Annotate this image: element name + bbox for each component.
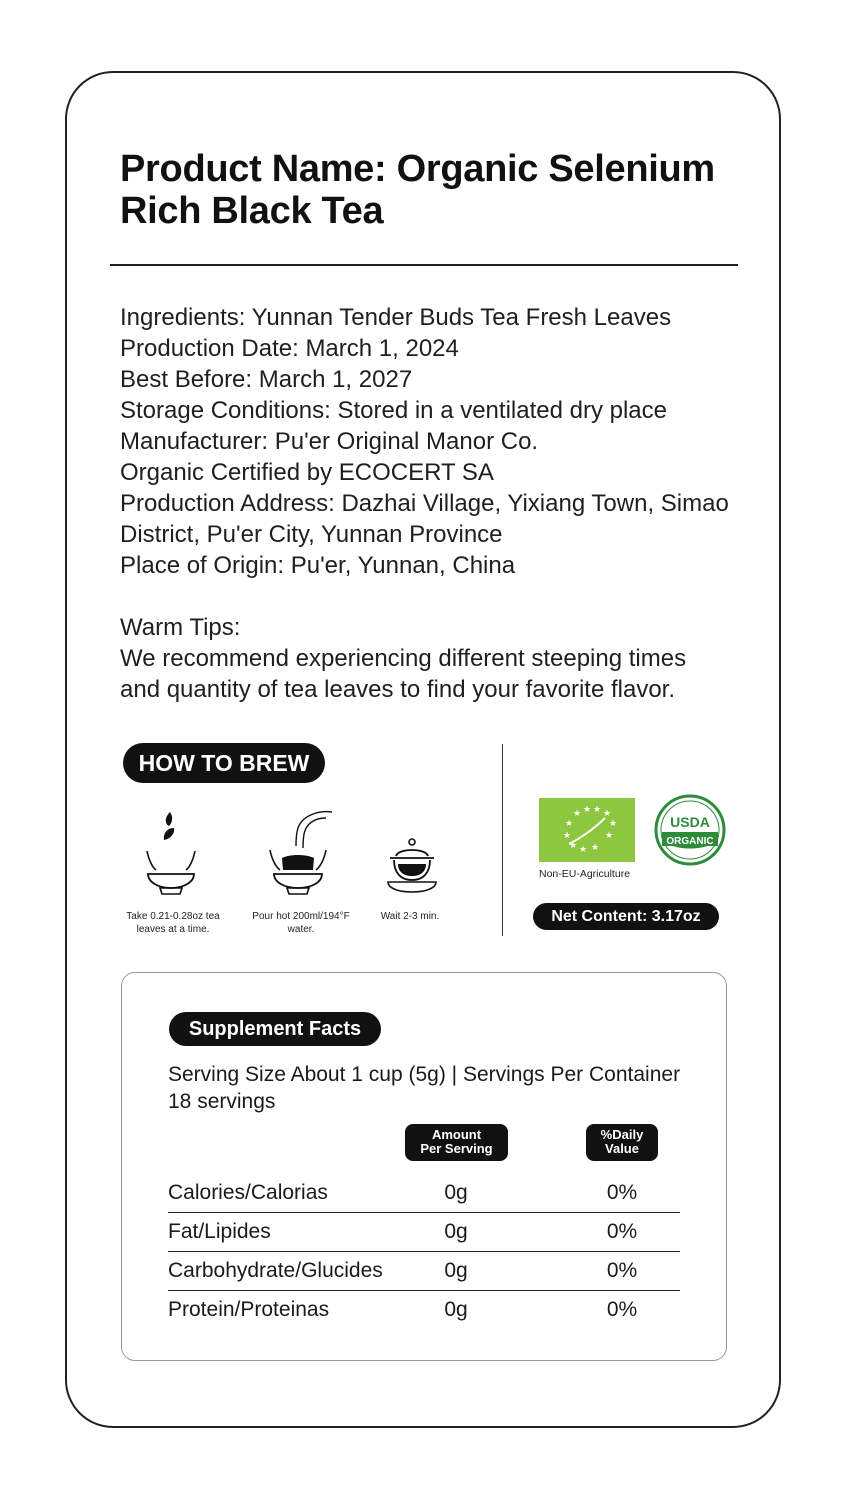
origin-line: Place of Origin: Pu'er, Yunnan, China — [120, 552, 516, 579]
serving-line-1: Serving Size About 1 cup (5g) | Servings Per Container — [168, 1063, 681, 1086]
nutrient-name: Carbohydrate/Glucides — [168, 1259, 383, 1282]
organic-cert-line: Organic Certified by ECOCERT SA — [120, 459, 494, 486]
tea-leaves-bowl-icon — [140, 806, 202, 898]
svg-text:★: ★ — [593, 805, 602, 815]
nutrient-amount: 0g — [444, 1220, 468, 1243]
table-row — [168, 1212, 680, 1252]
organic-text: ORGANIC — [666, 836, 714, 847]
table-row — [168, 1173, 680, 1213]
svg-text:★: ★ — [609, 819, 618, 829]
svg-text:★: ★ — [573, 809, 582, 819]
pour-water-bowl-icon — [266, 804, 336, 898]
warm-tips — [120, 612, 760, 705]
amount-per-serving-header: Amount Per Serving — [405, 1124, 508, 1161]
svg-text:★: ★ — [591, 843, 600, 853]
nutrient-daily-value: 0% — [606, 1259, 638, 1282]
address-line-1: Production Address: Dazhai Village, Yixiang Town, Simao — [120, 490, 729, 517]
brew-step-3-caption: Wait 2-3 min. — [380, 911, 440, 922]
nutrient-daily-value: 0% — [606, 1298, 638, 1321]
svg-text:★: ★ — [605, 831, 614, 841]
ingredients-line: Ingredients: Yunnan Tender Buds Tea Fresh Leaves — [120, 304, 672, 331]
eu-organic-logo-icon — [539, 798, 635, 862]
nutrient-daily-value: 0% — [606, 1220, 638, 1243]
nutrient-amount: 0g — [444, 1181, 468, 1204]
svg-text:★: ★ — [583, 805, 592, 815]
svg-text:★: ★ — [603, 809, 612, 819]
nutrient-name: Calories/Calorias — [168, 1181, 328, 1204]
svg-text:★: ★ — [569, 841, 578, 851]
nutrient-name: Fat/Lipides — [168, 1220, 271, 1243]
manufacturer-line: Manufacturer: Pu'er Original Manor Co. — [120, 428, 539, 455]
nutrient-daily-value: 0% — [606, 1181, 638, 1204]
brew-step-1-caption: Take 0.21-0.28oz tea leaves at a time. — [126, 911, 220, 935]
title-divider — [110, 264, 738, 266]
how-to-brew-badge: HOW TO BREW — [123, 743, 325, 783]
tips-line-2: and quantity of tea leaves to find your favorite flavor. — [120, 676, 675, 703]
svg-text:★: ★ — [565, 819, 574, 829]
production-date-line: Production Date: March 1, 2024 — [120, 335, 459, 362]
net-content-badge: Net Content: 3.17oz — [533, 903, 719, 930]
svg-text:★: ★ — [579, 845, 588, 855]
serving-line-2: 18 servings — [168, 1090, 276, 1113]
storage-line: Storage Conditions: Stored in a ventilated dry place — [120, 397, 667, 424]
table-row — [168, 1251, 680, 1291]
product-title: Product Name: Organic Selenium Rich Black Tea — [120, 148, 715, 232]
address-line-2: District, Pu'er City, Yunnan Province — [120, 521, 503, 548]
best-before-line: Best Before: March 1, 2027 — [120, 366, 413, 393]
section-divider — [502, 744, 503, 936]
table-row — [168, 1290, 680, 1329]
nutrient-name: Protein/Proteinas — [168, 1298, 330, 1321]
product-info — [120, 302, 760, 581]
tips-heading: Warm Tips: — [120, 614, 241, 641]
daily-value-header: %Daily Value — [586, 1124, 658, 1161]
usda-organic-seal-icon — [654, 794, 726, 866]
usda-text: USDA — [670, 814, 710, 830]
brew-step-2-caption: Pour hot 200ml/194°F water. — [252, 911, 350, 935]
tips-line-1: We recommend experiencing different steeping times — [120, 645, 687, 672]
supplement-facts-badge: Supplement Facts — [169, 1012, 381, 1046]
svg-text:★: ★ — [563, 831, 572, 841]
nutrient-amount: 0g — [444, 1259, 468, 1282]
eu-caption: Non-EU-Agriculture — [539, 868, 631, 880]
covered-gaiwan-icon — [382, 836, 442, 898]
serving-info — [168, 1061, 708, 1115]
nutrient-amount: 0g — [444, 1298, 468, 1321]
